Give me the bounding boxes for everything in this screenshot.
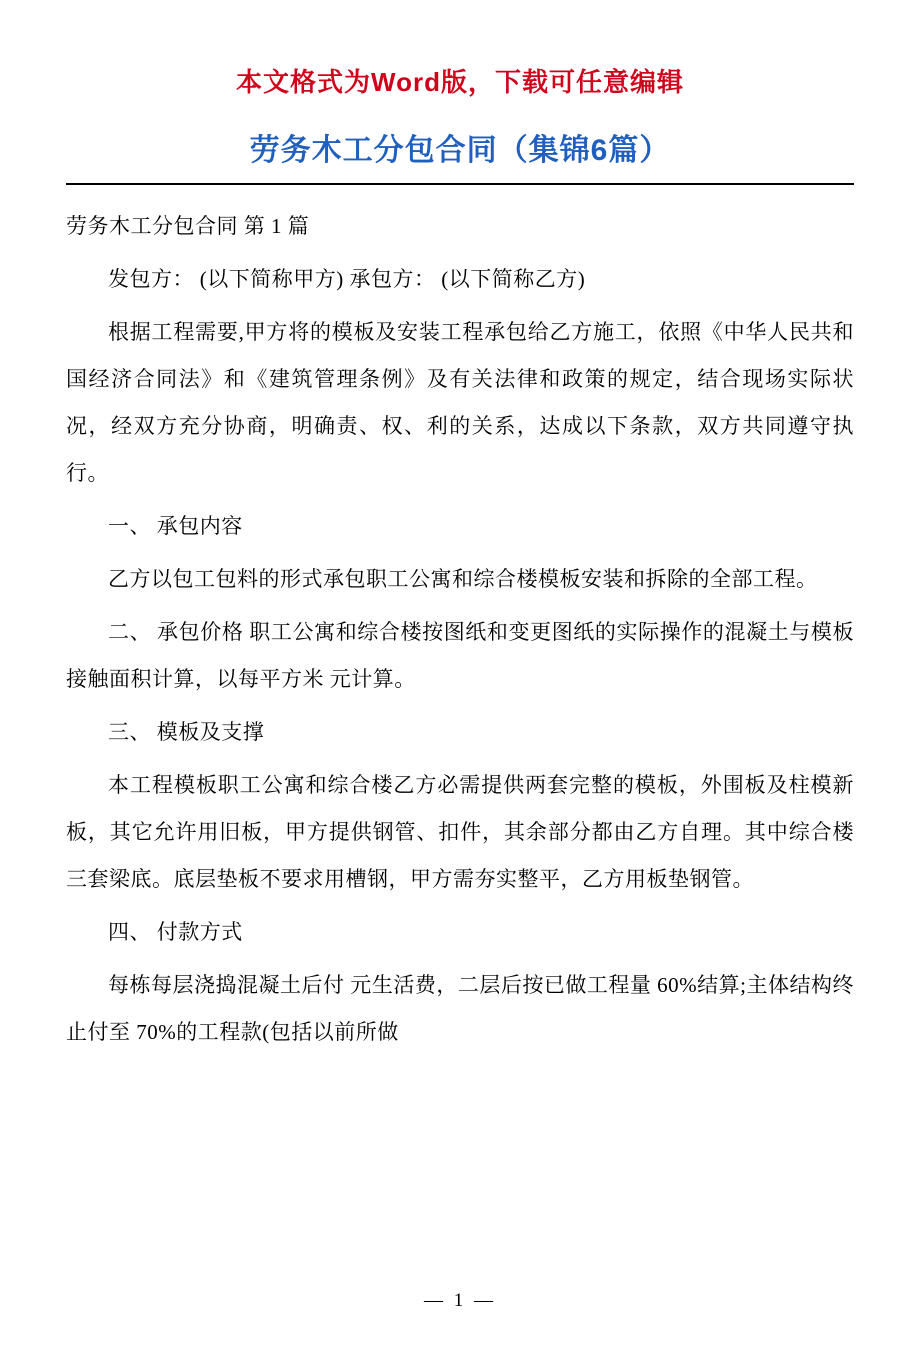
paragraph: 乙方以包工包料的形式承包职工公寓和综合楼模板安装和拆除的全部工程。 [108, 567, 818, 591]
paragraph: 每栋每层浇捣混凝土后付 元生活费，二层后按已做工程量 60%结算;主体结构终止付至 70%的工程款(包括以前所做 [66, 973, 854, 1044]
page-number: — 1 — [424, 1290, 496, 1311]
paragraph: 根据工程需要,甲方将的模板及安装工程承包给乙方施工，依照《中华人民共和国经济合同法》和《建筑管理条例》及有关法律和政策的规定，结合现场实际状况，经双方充分协商，明确责、权、利的关系，达成以下条款，双方共同遵守执行。 [66, 320, 854, 485]
paragraph-section-three: 三、 模板及支撑 [108, 720, 265, 744]
page-title: 劳务木工分包合同（集锦6篇） [249, 134, 671, 167]
document-body [66, 185, 854, 1056]
watermark-banner: 本文格式为Word版，下载可任意编辑 [236, 67, 684, 97]
paragraph-section-two: 二、 承包价格 职工公寓和综合楼按图纸和变更图纸的实际操作的混凝土与模板接触面积计算，以每平方米 元计算。 [66, 620, 854, 691]
paragraph-section-four: 四、 付款方式 [108, 920, 243, 944]
paragraph: 发包方： (以下简称甲方) 承包方： (以下简称乙方) [108, 267, 586, 291]
paragraph-heading: 劳务木工分包合同 第 1 篇 [66, 214, 310, 238]
document-page [0, 62, 920, 1364]
paragraph-section-one: 一、 承包内容 [108, 514, 243, 538]
paragraph: 本工程模板职工公寓和综合楼乙方必需提供两套完整的模板，外围板及柱模新板，其它允许用旧板，甲方提供钢管、扣件，其余部分都由乙方自理。其中综合楼三套梁底。底层垫板不要求用槽钢，甲方需夯实整平，乙方用板垫钢管。 [66, 773, 854, 891]
